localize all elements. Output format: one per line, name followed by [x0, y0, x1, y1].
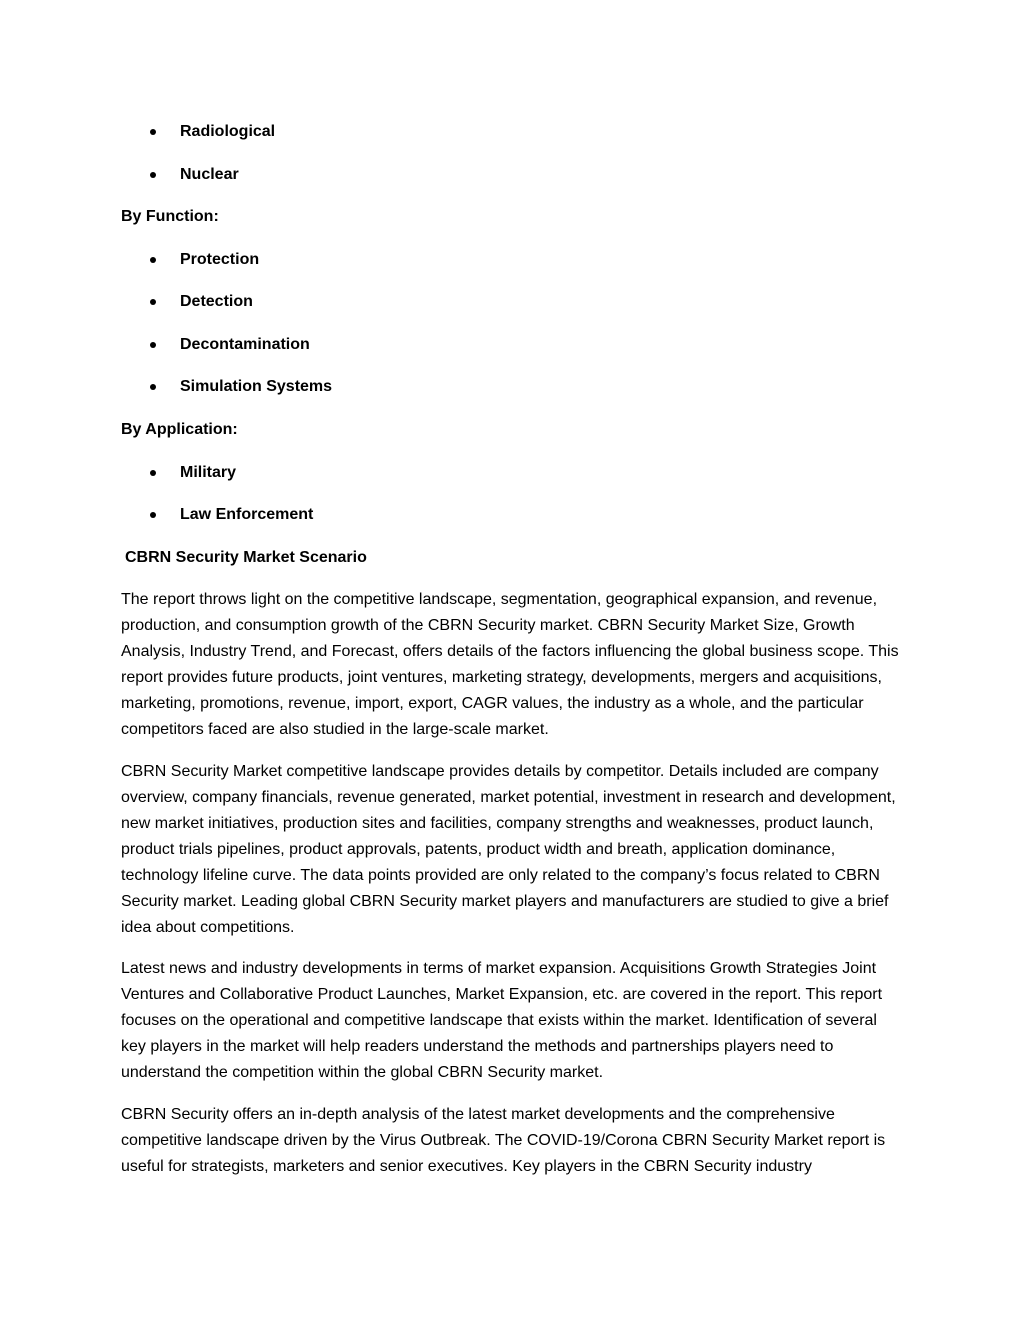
- list-item-label: Detection: [180, 293, 253, 310]
- paragraph-competitive-landscape: CBRN Security Market competitive landscape provides details by competitor. Details included are company overview, company financials, revenue generated, market potential, investment in research and development, new market initiatives, production sites and facilities, company strengths and weaknesses, product launch, product trials pipelines, product approvals, patents, product width and breath, application dominance, technology lifeline curve. The data points provided are only related to the company’s focus related to CBRN Security market. Leading global CBRN Security market players and manufacturers are studied to give a brief idea about competitions.: [121, 763, 896, 936]
- list-item-label: Radiological: [180, 123, 276, 140]
- list-item-label: Decontamination: [180, 336, 310, 353]
- bullet-icon: [150, 470, 156, 476]
- list-item-label: Nuclear: [180, 166, 239, 183]
- bullet-icon: [150, 172, 156, 178]
- paragraph-latest-news: Latest news and industry developments in terms of market expansion. Acquisitions Growth Strategies Joint Ventures and Collaborative Product Launches, Market Expansion, etc. are covered in the report. This report focuses on the operational and competitive landscape that exists within the market. Identification of several key players in the market will help readers understand the methods and partnerships players need to understand the competition within the global CBRN Security market.: [121, 960, 883, 1081]
- bullet-icon: [150, 512, 156, 518]
- bullet-icon: [150, 257, 156, 263]
- heading-by-application: By Application:: [121, 421, 238, 438]
- list-item-label: Simulation Systems: [180, 378, 333, 395]
- section-heading-scenario: CBRN Security Market Scenario: [125, 549, 367, 566]
- bullet-icon: [150, 299, 156, 305]
- bullet-icon: [150, 129, 156, 135]
- heading-by-function: By Function:: [121, 208, 219, 225]
- list-item-label: Protection: [180, 251, 260, 268]
- paragraph-overview: The report throws light on the competitive landscape, segmentation, geographical expansion, and revenue, production, and consumption growth of the CBRN Security market. CBRN Security Market Size, Growth Analysis, Industry Trend, and Forecast, offers details of the factors influencing the global business scope. This report provides future products, joint ventures, marketing strategy, developments, mergers and acquisitions, marketing, promotions, revenue, import, export, CAGR values, the industry as a whole, and the particular competitors faced are also studied in the large-scale market.: [121, 591, 899, 738]
- list-item-label: Military: [180, 464, 237, 481]
- bullet-icon: [150, 342, 156, 348]
- bullet-icon: [150, 384, 156, 390]
- list-item-label: Law Enforcement: [180, 506, 314, 523]
- paragraph-covid-analysis: CBRN Security offers an in-depth analysis of the latest market developments and the comprehensive competitive landscape driven by the Virus Outbreak. The COVID-19/Corona CBRN Security Market report is useful for strategists, marketers and senior executives. Key players in the CBRN Security industry: [121, 1106, 886, 1175]
